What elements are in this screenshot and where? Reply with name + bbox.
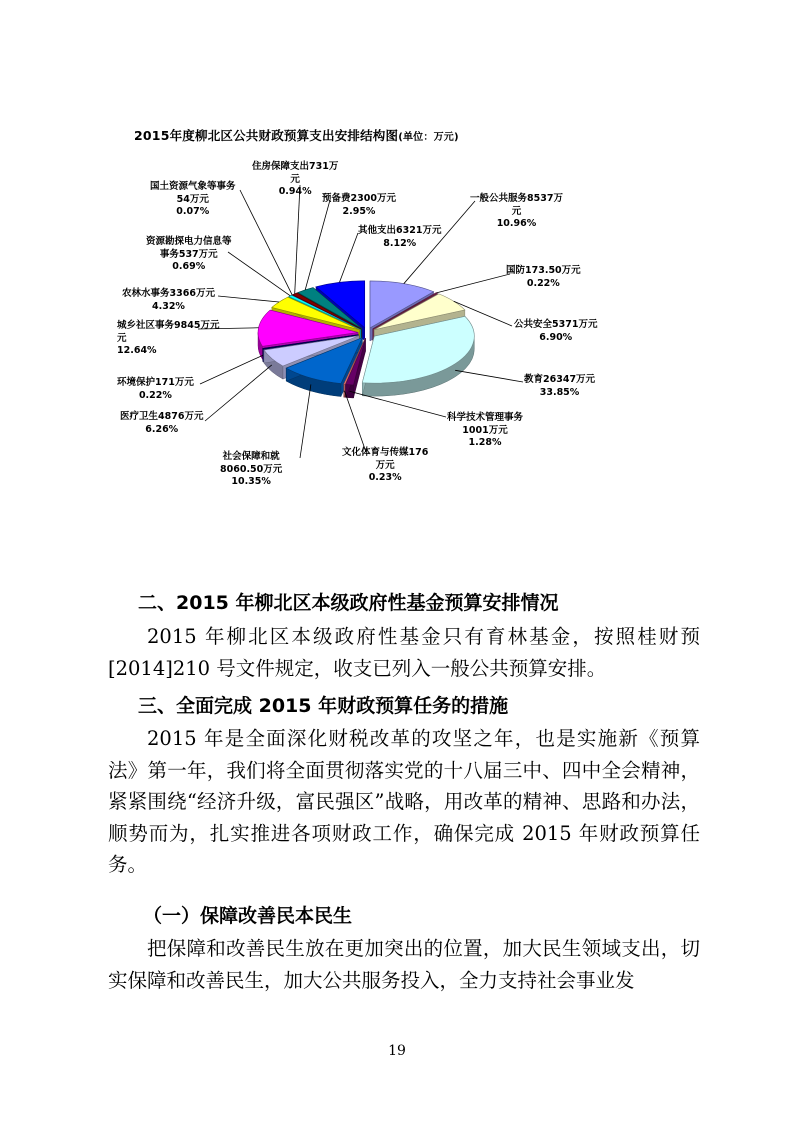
label-other: 其他支出6321万元 8.12% <box>358 225 442 249</box>
label-general: 一般公共服务8537万 元 10.96% <box>470 193 563 229</box>
leader-line-资源勘探电力信息等事务 <box>228 252 290 296</box>
label-security: 公共安全5371万元 6.90% <box>514 319 598 343</box>
section2-heading: 二、2015 年柳北区本级政府性基金预算安排情况 <box>138 592 559 614</box>
subsection1-body <box>108 933 700 996</box>
label-education: 教育26347万元 33.85% <box>524 374 596 398</box>
leader-line-文化体育与传媒 <box>344 391 366 452</box>
section3-paragraph: 2015 年是全面深化财税改革的攻坚之年，也是实施新《预算法》第一年，我们将全面贯彻落实党的十八届三中、四中全会精神，紧紧围绕“经济升级，富民强区”战略，用改革的精神、思路和办法，顺势而为，扎实推进各项财政工作，确保完成 2015 年财政预算任务。 <box>108 727 700 876</box>
leader-line-教育 <box>455 370 523 382</box>
leader-line-社会保障和就业 <box>300 384 311 458</box>
subsection1-paragraph: 把保障和改善民生放在更加突出的位置，加大民生领域支出，切实保障和改善民生，加大公共服务投入，全力支持社会事业发 <box>108 937 700 992</box>
leader-line-国防 <box>437 274 510 293</box>
pie-chart-figure <box>0 0 794 560</box>
chart-title-unit: (单位：万元) <box>398 132 459 143</box>
label-science: 科学技术管理事务 1001万元 1.28% <box>447 412 524 448</box>
pie-tops <box>258 281 474 385</box>
subsection1-heading: （一）保障改善民本民生 <box>143 905 353 927</box>
label-defense: 国防173.50万元 0.22% <box>506 265 581 289</box>
leader-line-住房保障支出 <box>295 185 300 294</box>
label-housing: 住房保障支出731万 元 0.94% <box>252 161 339 197</box>
section2-body <box>108 621 700 684</box>
label-land: 国土资源气象等事务 54万元 0.07% <box>150 181 236 217</box>
label-culture: 文化体育与传媒176 万元 0.23% <box>342 447 429 483</box>
label-social: 社会保障和就 8060.50万元 10.35% <box>220 451 283 487</box>
label-agriculture: 农林水事务3366万元 4.32% <box>122 288 215 312</box>
section3-body <box>108 723 700 881</box>
chart-title <box>134 126 459 144</box>
leader-line-环境保护 <box>200 355 263 384</box>
leader-line-其他支出 <box>340 233 358 282</box>
label-environment: 环境保护171万元 0.22% <box>117 377 194 401</box>
label-resources: 资源勘探电力信息等 事务537万元 0.69% <box>146 236 232 272</box>
section3-heading: 三、全面完成 2015 年财政预算任务的措施 <box>138 695 509 717</box>
chart-title-main: 2015年度柳北区公共财政预算支出安排结构图 <box>134 128 399 143</box>
label-reserve: 预备费2300万元 2.95% <box>322 193 396 217</box>
leader-line-农林水事务 <box>218 296 279 302</box>
label-urban: 城乡社区事务9845万元 元 12.64% <box>117 320 220 356</box>
page-number: 19 <box>388 1043 406 1059</box>
label-health: 医疗卫生4876万元 6.26% <box>120 411 204 435</box>
leader-line-医疗卫生 <box>205 365 272 421</box>
section2-paragraph: 2015 年柳北区本级政府性基金只有育林基金，按照桂财预[2014]210 号文件规定，收支已列入一般公共预算安排。 <box>108 625 700 680</box>
